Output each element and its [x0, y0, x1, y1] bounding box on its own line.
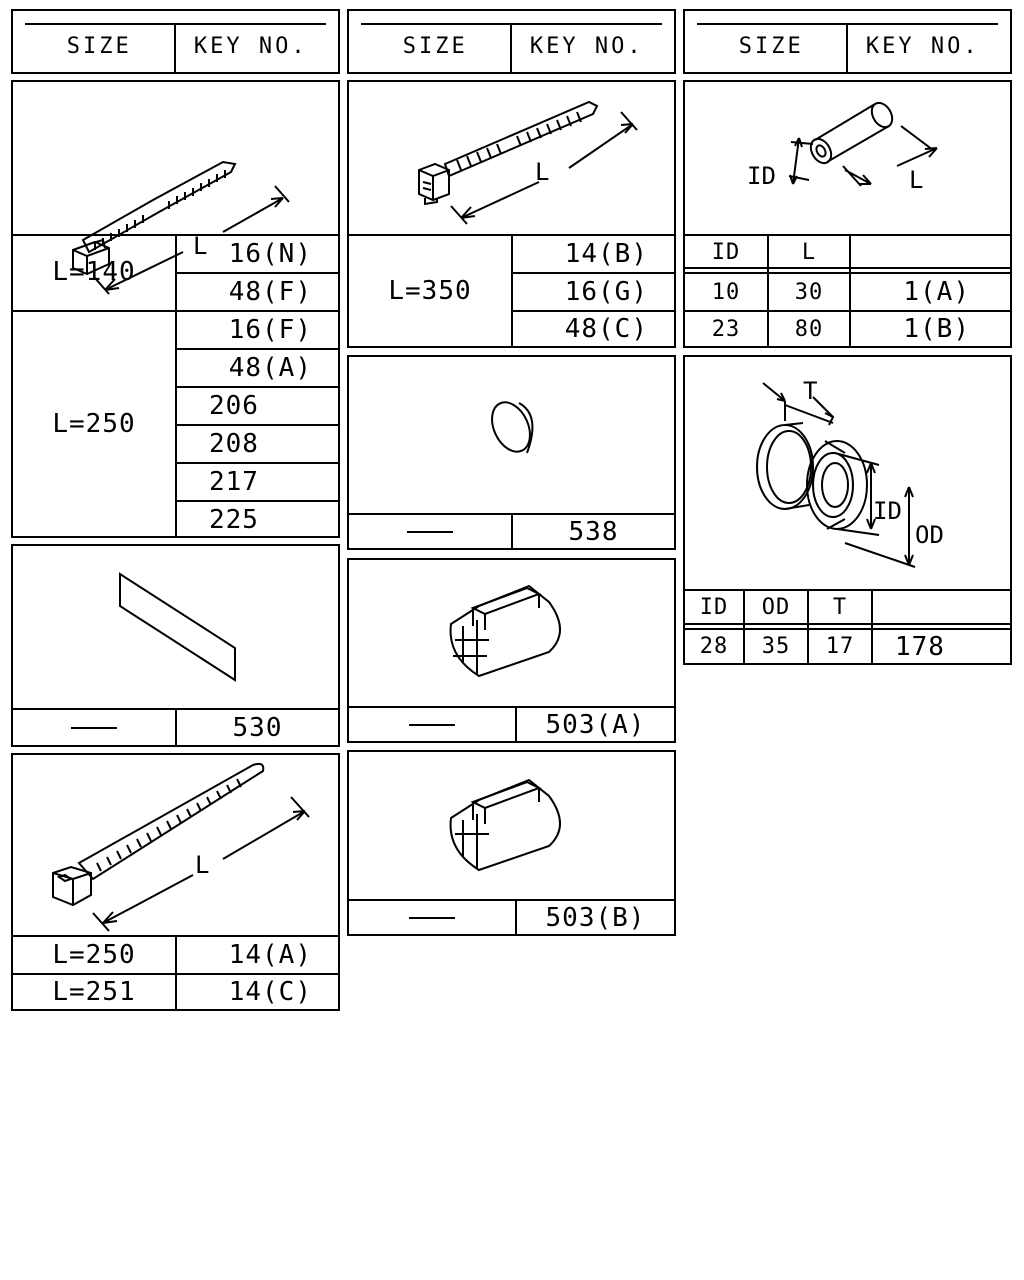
header-col-2: [347, 9, 676, 74]
key-cell: 217: [209, 467, 259, 497]
length-label: L: [535, 158, 550, 186]
size-cell: L=140: [52, 257, 136, 287]
key-cell: 1(B): [903, 314, 970, 344]
key-no-header: KEY NO.: [865, 34, 980, 59]
id-cell: 23: [711, 316, 741, 342]
key-cell: 1(A): [903, 277, 970, 307]
header-frame: [361, 23, 662, 72]
tube-card: [683, 80, 1012, 348]
key-no-header: KEY NO.: [193, 34, 308, 59]
key-cell: 48(F): [228, 277, 312, 307]
key-cell: 208: [209, 429, 259, 459]
tube-drawing: [685, 82, 1010, 234]
plate-card: [11, 544, 340, 747]
size-header: SIZE: [25, 25, 176, 72]
key-cell: 14(A): [228, 940, 312, 970]
header-col-3: [683, 9, 1012, 74]
inner-diameter-label: ID: [873, 497, 902, 525]
disc-card: [347, 355, 676, 550]
key-cell: 14(C): [228, 977, 312, 1007]
key-no-header: KEY NO.: [529, 34, 644, 59]
size-cell: [349, 515, 511, 548]
size-cell: L=250: [52, 940, 136, 970]
dash-mark: [71, 727, 117, 729]
l-cell: 80: [794, 316, 824, 342]
key-cell: 16(F): [228, 315, 312, 345]
column-header-key: [851, 236, 1010, 268]
key-cell: 14(B): [564, 239, 648, 269]
id-cell: 10: [711, 279, 741, 305]
plate-drawing: [13, 546, 338, 708]
cable-tie-drawing: [13, 755, 338, 935]
length-label: L: [909, 166, 924, 194]
inner-diameter-label: ID: [747, 162, 776, 190]
grommet-card: [683, 355, 1012, 665]
size-cell: L=350: [388, 276, 472, 306]
size-cell: L=250: [52, 409, 136, 439]
key-cell: 206: [209, 391, 259, 421]
column-header-t: T: [832, 594, 848, 620]
key-cell: 225: [209, 505, 259, 535]
key-cell: 503(B): [545, 902, 646, 933]
length-label: L: [193, 232, 208, 260]
key-cell: 48(C): [564, 314, 648, 344]
key-cell: 538: [568, 516, 619, 547]
l-cell: 30: [794, 279, 824, 305]
dash-mark: [409, 724, 455, 726]
header-frame: [697, 23, 998, 72]
column-header-l: L: [801, 239, 817, 265]
size-header: SIZE: [361, 25, 512, 72]
size-cell: [349, 901, 515, 934]
size-header: SIZE: [697, 25, 848, 72]
cable-tie-card: [11, 753, 340, 1011]
column-header-key: [873, 591, 1010, 623]
band-clamp-350-card: [347, 80, 676, 348]
size-cell: L=251: [52, 977, 136, 1007]
column-header-id: ID: [711, 239, 741, 265]
size-cell: [349, 708, 515, 741]
key-cell: 503(A): [545, 709, 646, 740]
length-label: L: [195, 851, 210, 879]
key-cell: 178: [895, 631, 945, 662]
band-clamp-350-drawing: [349, 82, 674, 234]
size-cell: [13, 710, 175, 745]
key-cell: 48(A): [228, 353, 312, 383]
key-cell: 16(G): [564, 277, 648, 307]
block-a-card: [347, 558, 676, 743]
disc-drawing: [349, 357, 674, 513]
key-cell: 530: [232, 712, 283, 743]
t-cell: 17: [825, 634, 855, 659]
thickness-label: T: [803, 377, 818, 405]
header-col-1: [11, 9, 340, 74]
column-header-od: OD: [761, 594, 791, 620]
grommet-drawing: [685, 357, 1010, 589]
block-a-drawing: [349, 560, 674, 706]
header-frame: [25, 23, 326, 72]
dash-mark: [409, 917, 455, 919]
band-clamp-card: [11, 80, 340, 538]
key-cell: 16(N): [228, 239, 312, 269]
od-cell: 35: [761, 634, 791, 659]
id-cell: 28: [699, 634, 729, 659]
outer-diameter-label: OD: [915, 521, 944, 549]
block-b-card: [347, 750, 676, 936]
block-b-drawing: [349, 752, 674, 899]
dash-mark: [407, 531, 453, 533]
column-header-id: ID: [699, 594, 729, 620]
